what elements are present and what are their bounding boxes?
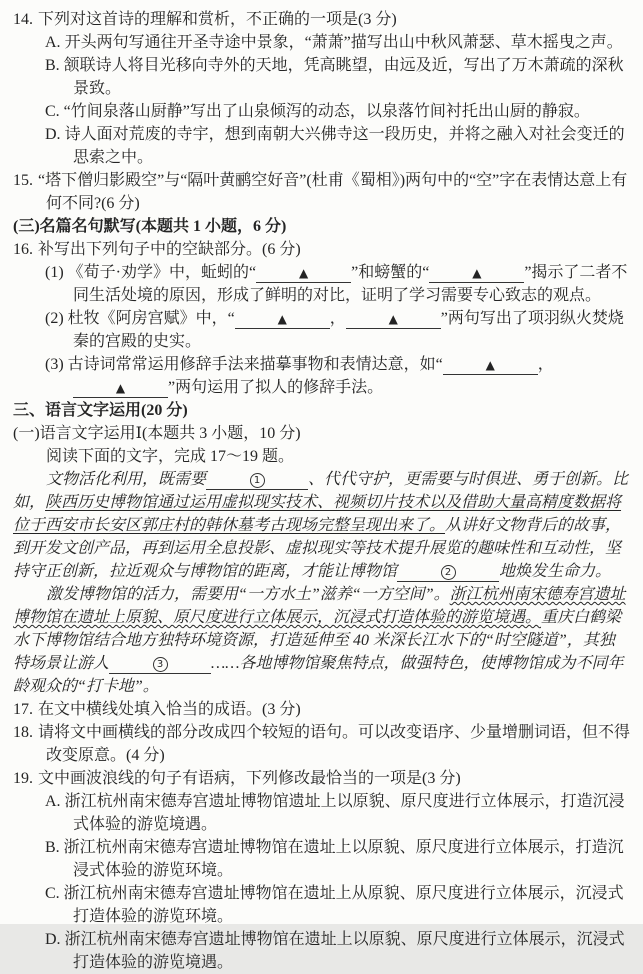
option-text: 浙江杭州南宋德寿宫遗址博物馆在遗址上以原貌、原尺度进行立体展示，打造沉浸式体验的游览环境。: [63, 839, 624, 879]
subsection-heading-yuyan-1: (一)语言文字运用Ⅰ(本题共 3 小题，10 分): [13, 425, 301, 442]
option-label: D.: [45, 126, 61, 143]
passage-text: 地焕发生命力。: [499, 563, 612, 580]
question-19-option-a: [45, 790, 630, 836]
item-text: ，: [329, 310, 346, 327]
item-label: (3): [45, 356, 64, 373]
question-14-option-c: [45, 100, 630, 123]
question-17: [13, 698, 630, 721]
triangle-marker: ▲: [277, 312, 287, 326]
option-label: D.: [45, 931, 61, 948]
option-text: 诗人面对荒废的寺宇，想到南朝大兴佛寺这一段历史，并将之融入对社会变迁的思索之中。: [64, 126, 625, 166]
question-19-option-b: [45, 836, 630, 882]
item-text: ”两句运用了拟人的修辞手法。: [168, 379, 384, 396]
option-label: C.: [45, 885, 60, 902]
option-label: A.: [45, 34, 61, 51]
question-16-text: 补写出下列句子中的空缺部分。(6 分): [38, 241, 301, 258]
question-16-item-3: [45, 353, 630, 399]
question-18: [13, 721, 631, 767]
answer-blank: [429, 264, 524, 283]
circled-number-3: 3: [153, 657, 168, 672]
question-14: [13, 8, 630, 31]
passage-text: 文物活化利用，既需要: [46, 471, 207, 488]
circled-number-1: 1: [250, 473, 265, 488]
passage-paragraph-1: [13, 468, 630, 583]
option-text: 浙江杭州南宋德寿宫遗址博物馆遗址上以原貌、原尺度进行立体展示，打造沉浸式体验的游览境遇。: [64, 793, 625, 833]
underlined-sentence: 陕西历史博物馆通过运用虚拟现实技术、视频切片技术以及借助大量高精度数据将位于西安市长安区郭庄村的韩休墓考古现场完整呈现出来了。: [13, 494, 622, 534]
question-19-option-d: [45, 928, 630, 974]
item-text: ，: [537, 356, 554, 373]
answer-blank: [346, 310, 441, 329]
idiom-blank-1: [206, 471, 308, 490]
question-16-number: 16.: [13, 241, 33, 258]
item-label: (1): [45, 264, 64, 281]
option-text: 开头两句写通往开圣寺途中景象，“萧萧”描写出山中秋风萧瑟、草木摇曳之声。: [64, 34, 623, 51]
triangle-marker: ▲: [388, 312, 398, 326]
wavy-underlined-sentence: 浙江杭州南宋德寿宫遗址博物馆在遗址上原貌、原尺度进行立体展示，沉浸式打造体验的游览境遇。: [13, 586, 626, 626]
question-17-number: 17.: [13, 701, 33, 718]
question-18-text: 请将文中画横线的部分改成四个较短的语句。可以改变语序、少量增删词语，但不得改变原意。(4 分): [38, 724, 631, 764]
question-19-text: 文中画波浪线的句子有语病，下列修改最恰当的一项是(3 分): [38, 770, 461, 787]
question-14-number: 14.: [13, 11, 33, 28]
question-14-text: 下列对这首诗的理解和赏析，不正确的一项是(3 分): [38, 11, 397, 28]
passage-text: 、代代守护，更需要与时俱进、勇于创新。比如，: [13, 471, 629, 511]
section-heading-yuyan: 三、语言文字运用(20 分): [13, 402, 188, 419]
triangle-marker: ▲: [115, 381, 126, 395]
question-15: [13, 169, 630, 215]
question-19-option-c: [45, 882, 630, 928]
question-17-text: 在文中横线处填入恰当的成语。(3 分): [38, 701, 301, 718]
item-label: (2): [45, 310, 64, 327]
question-19: [13, 767, 630, 790]
passage-paragraph-2: [13, 583, 630, 698]
question-16: [13, 238, 630, 261]
option-text: “竹间泉落山厨静”写出了山泉倾泻的动态，以泉落竹间衬托出山厨的静寂。: [63, 103, 590, 120]
question-19-number: 19.: [13, 770, 33, 787]
passage-intro: 阅读下面的文字，完成 17～19 题。: [46, 448, 295, 465]
answer-blank: [256, 264, 351, 283]
passage-text: 从讲好文物背后的故事，到开发文创产品，再到运用全息投影、虚拟现实等技术提升展览的趣味性和互动性，坚持守正创新，拉近观众与博物馆的距离，才能让博物馆: [13, 517, 622, 580]
answer-blank: [235, 310, 330, 329]
question-15-text: “塔下僧归影殿空”与“隔叶黄鹂空好音”(杜甫《蜀相》)两句中的“空”字在表情达意上有何不同?(6 分): [38, 172, 628, 212]
triangle-marker: ▲: [485, 358, 495, 372]
item-text: ”揭示了二者不同生活处境的原因，形成了鲜明的对比，证明了学习需要专心致志的观点。: [73, 264, 628, 304]
option-text: 颔联诗人将目光移向寺外的天地，凭高眺望，由远及近，写出了万木萧疏的深秋景致。: [63, 57, 624, 97]
question-16-item-2: [45, 307, 630, 353]
circled-number-2: 2: [441, 565, 456, 580]
question-18-number: 18.: [13, 724, 33, 741]
passage-text: 重庆白鹤梁水下博物馆结合地方独特环境资源，打造延伸至 40 米深长江水下的“时空隧道”，其独特场景让游人: [13, 609, 622, 672]
option-text: 浙江杭州南宋德寿宫遗址博物馆在遗址上从原貌、原尺度进行立体展示，沉浸式打造体验的游览环境。: [63, 885, 624, 925]
question-14-option-b: [45, 54, 630, 100]
option-label: C.: [45, 103, 60, 120]
item-text: ”和螃蟹的“: [351, 264, 430, 281]
answer-blank: [73, 379, 168, 398]
passage-text: ……各地博物馆聚焦特点，做强特色，使博物馆成为不同年龄观众的“打卡地”。: [13, 655, 624, 695]
item-text: 《荀子·劝学》中，蚯蚓的“: [67, 264, 257, 281]
section-heading-mingju: (三)名篇名句默写(本题共 1 小题，6 分): [13, 218, 287, 235]
answer-blank: [443, 356, 538, 375]
item-text: ”两句写出了项羽纵火焚烧秦的宫殿的史实。: [73, 310, 624, 350]
idiom-blank-3: [109, 655, 211, 674]
triangle-marker: ▲: [472, 266, 482, 280]
item-text: 杜牧《阿房宫赋》中，“: [67, 310, 235, 327]
option-text: 浙江杭州南宋德寿宫遗址博物馆在遗址上以原貌、原尺度进行立体展示，沉浸式打造体验的游览境遇。: [64, 931, 625, 971]
option-label: B.: [45, 839, 60, 856]
question-16-item-1: [45, 261, 630, 307]
question-14-option-d: [45, 123, 630, 169]
idiom-blank-2: [397, 563, 499, 582]
item-text: 古诗词常常运用修辞手法来描摹事物和表情达意，如“: [67, 356, 443, 373]
passage-text: 激发博物馆的活力，需要用“一方水土”滋养“一方空间”。: [46, 586, 450, 603]
option-label: A.: [45, 793, 61, 810]
question-14-option-a: [45, 31, 630, 54]
option-label: B.: [45, 57, 60, 74]
triangle-marker: ▲: [298, 266, 309, 280]
question-15-number: 15.: [13, 172, 33, 189]
